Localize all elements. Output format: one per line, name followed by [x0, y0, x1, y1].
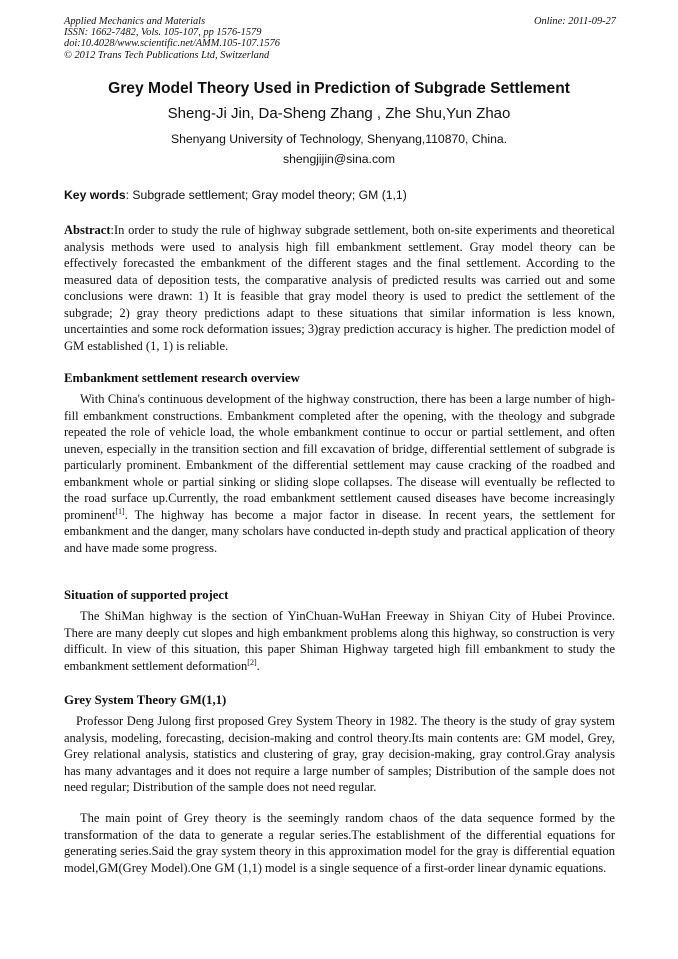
section-heading-overview: Embankment settlement research overview: [64, 371, 300, 385]
citation-ref: [2]: [247, 657, 257, 667]
keywords-label: Key words: [64, 188, 126, 202]
section-heading-grey-theory: Grey System Theory GM(1,1): [64, 693, 227, 707]
author-email: shengjijin@sina.com: [283, 152, 395, 166]
paper-title: Grey Model Theory Used in Prediction of Subgrade Settlement: [108, 80, 570, 97]
keywords-text: : Subgrade settlement; Gray model theory; GM (1,1): [125, 188, 407, 202]
overview-text-b: . The highway has become a major factor in disease. In recent years, the settlement for embankment and the danger, many scholars have conducted in-depth study and practical application of theory and have made some progress.: [64, 507, 615, 555]
online-date: Online: 2011-09-27: [533, 16, 616, 27]
paper-authors: Sheng-Ji Jin, Da-Sheng Zhang , Zhe Shu,Yun Zhao: [167, 105, 511, 122]
journal-doi: doi:10.4028/www.scientific.net/AMM.105-107.1576: [64, 38, 280, 50]
citation-ref: [1]: [115, 506, 125, 516]
grey-theory-paragraph-2: The main point of Grey theory is the seemingly random chaos of the data sequence formed by the transformation of the data to generate a regular series.The establishment of the differential equations for generating series.Said the gray system theory in this approximation model for the gray is differential equation model,GM(Grey Model).One GM (1,1) model is a single sequence of a first-order linear dynamic equations.: [64, 811, 615, 875]
abstract-paragraph: [64, 222, 615, 354]
keywords: [64, 188, 616, 202]
author-affiliation: Shenyang University of Technology, Shenyang,110870, China.: [170, 132, 508, 146]
project-text-b: .: [256, 658, 260, 673]
project-text-a: The ShiMan highway is the section of YinChuan-WuHan Freeway in Shiyan City of Hubei Province. There are many deeply cut slopes and high embankment problems along this highway, so construction is very difficult. In view of this situation, this paper Shiman Highway targeted high fill embankment to study the embankment settlement deformation: [64, 609, 615, 673]
journal-copyright: © 2012 Trans Tech Publications Ltd, Switzerland: [64, 49, 270, 61]
section-project-text: [64, 608, 615, 674]
journal-name: Applied Mechanics and Materials: [64, 16, 206, 27]
journal-issn: ISSN: 1662-7482, Vols. 105-107, pp 1576-1579: [64, 27, 262, 39]
grey-theory-paragraph-1: Professor Deng Julong first proposed Grey System Theory in 1982. The theory is the study of gray system analysis, modeling, forecasting, decision-making and control theory.Its main contents are: GM model, Grey, Grey relational analysis, statistics and clustering of gray, gray decision-making, gray control.Gray analysis has many advantages and it does not require a large number of samples; Distribution of the sample does not need regular; Distribution of the sample does not need regular.: [64, 714, 615, 794]
section-overview-text: [64, 391, 615, 556]
journal-header: [64, 16, 616, 61]
overview-text-a: With China's continuous development of the highway construction, there has been a large number of high-fill embankment constructions. Embankment completed after the opening, with the theology and subgrade repeated the role of vehicle load, the whole embankment continue to occur or partial settlement, and often uneven, especially in the transition section and fill excavation of bridge, differential settlement of subgrade is particularly prominent. Embankment of the differential settlement may cause cracking of the roadbed and embankment whole or partial sinking or sliding slope collapses. The disease will eventually be reflected to the road surface up.Currently, the road embankment settlement caused diseases have become increasingly prominent: [64, 392, 615, 522]
abstract-text: :In order to study the rule of highway subgrade settlement, both on-site experiments and theoretical analysis methods were used to analysis high fill embankment settlement. Gray model theory can be effectively forecasted the embankment of the different stages and the final settlement. According to the measured data of deposition tests, the comparative analysis of predicted results was carried out and some conclusions were drawn: 1) It is feasible that gray model theory is used to predict the settlement of the subgrade; 2) gray theory predictions adapt to these situations that similar information is less known, uncertainties and some rock deformation issues; 3)gray prediction accuracy is higher. The prediction model of GM established (1, 1) is reliable.: [64, 223, 615, 353]
section-heading-project: Situation of supported project: [64, 588, 229, 602]
abstract-label: Abstract: [64, 223, 111, 237]
